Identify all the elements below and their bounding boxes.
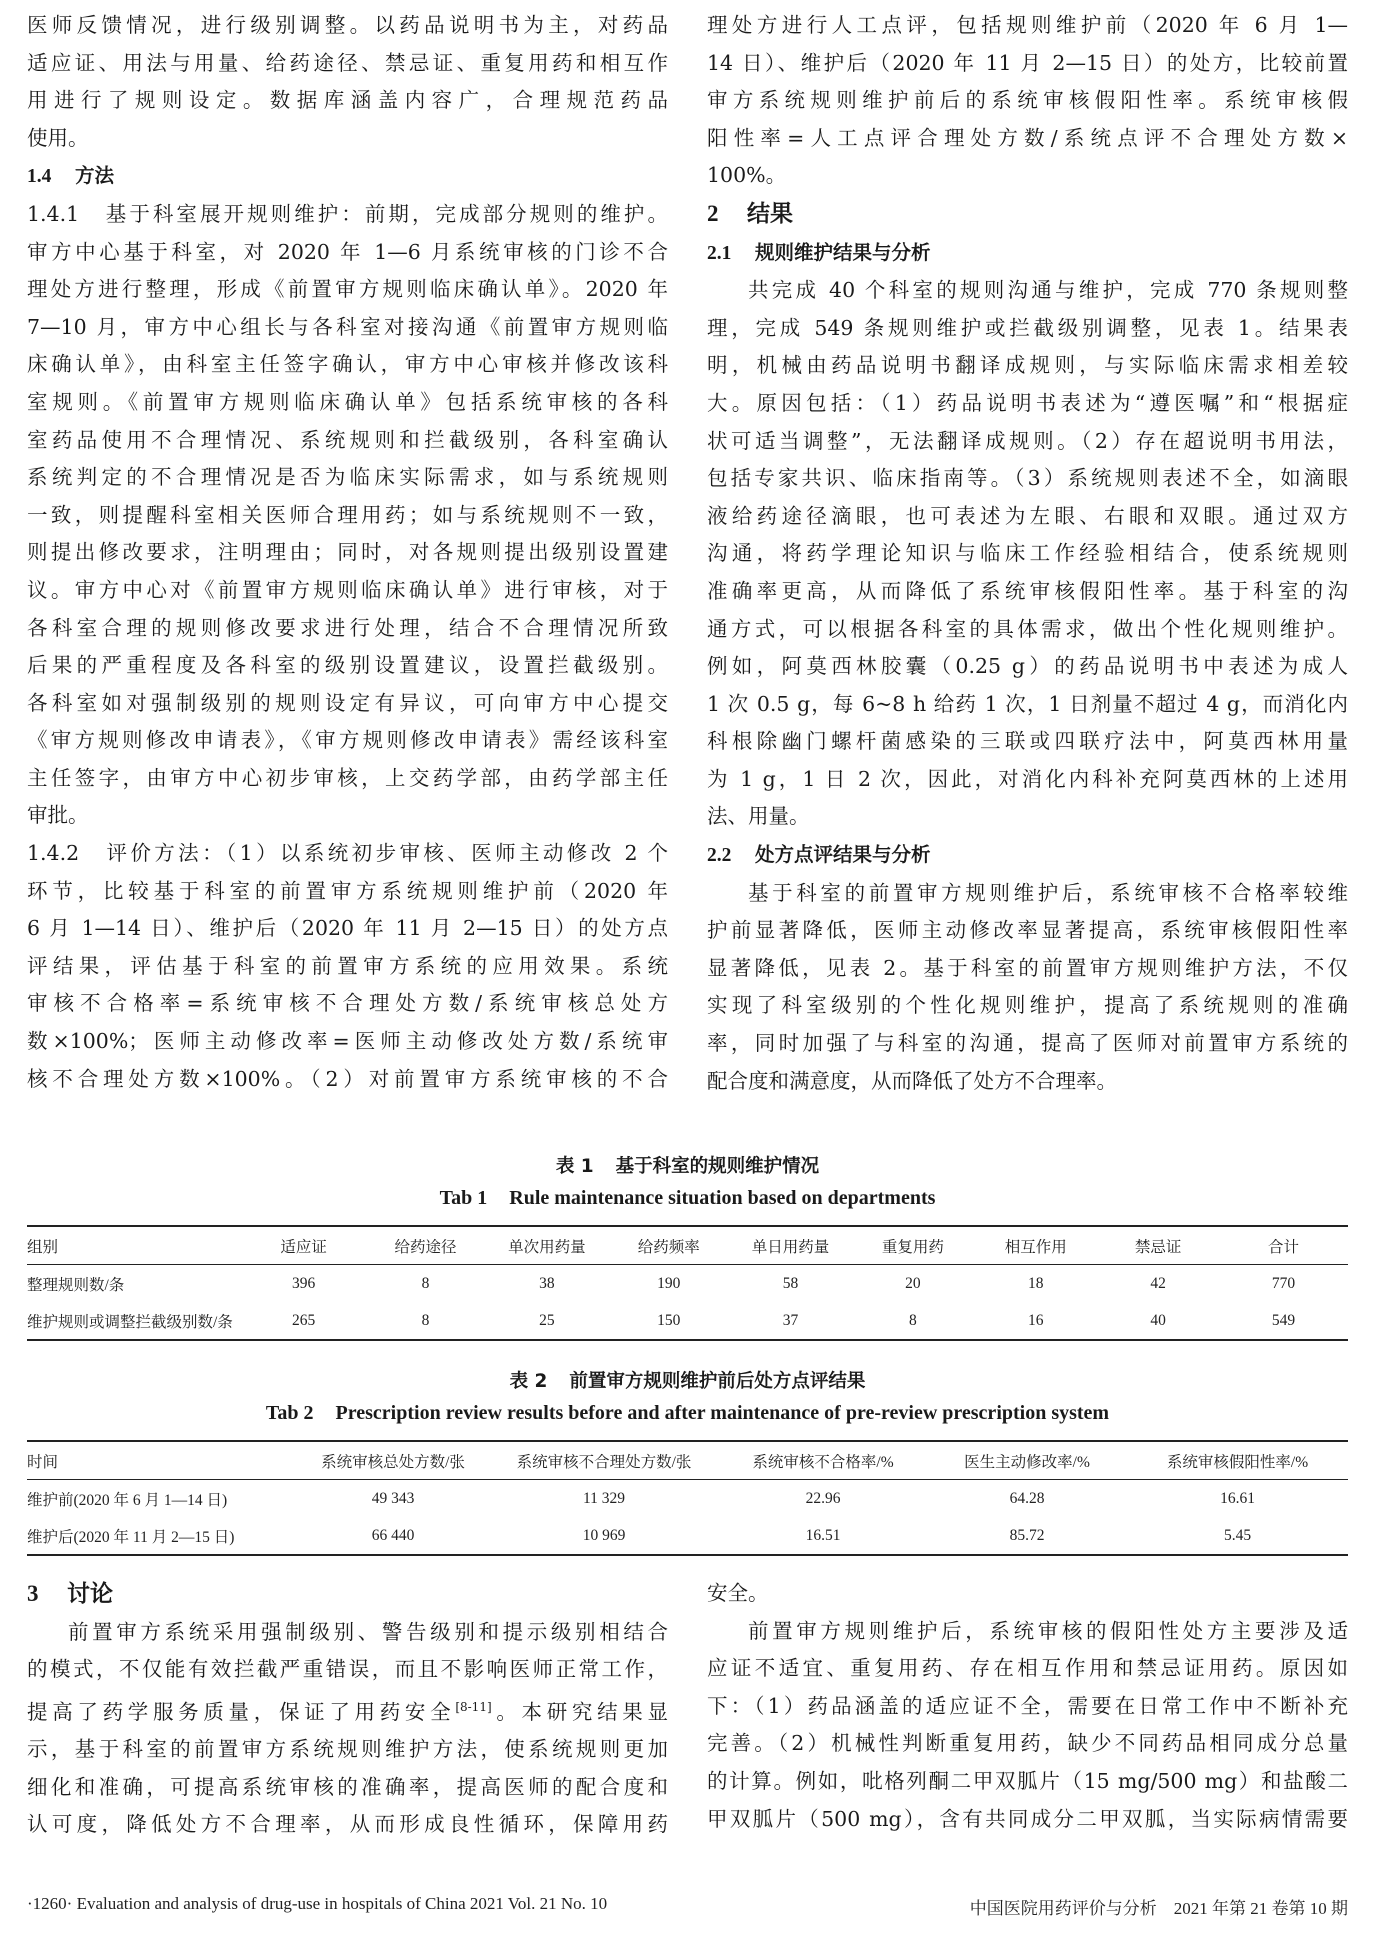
table2-header: 系统审核不合格率/%: [752, 1453, 894, 1471]
table2: [27, 1440, 1348, 1556]
table2-caption-cn: [0, 1367, 1375, 1393]
text-line: 则提出修改要求，注明理由；同时，对各规则提出级别设置建: [27, 540, 668, 565]
text-line: 1 次 0.5 g，每 6~8 h 给药 1 次，1 日剂量不超过 4 g，而消化内: [707, 691, 1348, 716]
text-line: 数×100%；医师主动修改率=医师主动修改处方数/系统审: [27, 1029, 668, 1054]
table2-header: 系统审核总处方数/张: [321, 1453, 465, 1471]
table-cell: 38: [539, 1274, 555, 1292]
text-fragment: 提高了药学服务质量，保证了用药安全: [27, 1699, 456, 1724]
table1-header: 单次用药量: [508, 1238, 586, 1256]
table-cell: 40: [1150, 1311, 1166, 1329]
text-line: 大。原因包括：（1）药品说明书表述为“遵医嘱”和“根据症: [707, 390, 1348, 415]
table-cell: 16.51: [805, 1526, 841, 1544]
text-line: 沟通，将药学理论知识与临床工作经验相结合，使系统规则: [707, 541, 1348, 566]
table-cell: 维护前(2020 年 6 月 1—14 日): [27, 1491, 228, 1509]
text-line: 主任签字，由审方中心初步审核，上交药学部，由药学部主任: [27, 765, 668, 790]
text-line: 室规则。《前置审方规则临床确认单》包括系统审核的各科: [27, 389, 668, 414]
paragraph-3a: [27, 1614, 668, 1844]
section-heading-2-1: [707, 234, 1348, 273]
citation: [8-11]: [455, 1699, 492, 1714]
table1-label-en: Tab 1: [439, 1187, 488, 1209]
text-line: 明，机械由药品说明书翻译成规则，与实际临床需求相差较: [707, 353, 1348, 378]
paragraph-2-1: [707, 272, 1348, 836]
paragraph-1-4-2: [27, 835, 668, 1098]
text-line: 率，同时加强了与科室的沟通，提高了医师对前置审方系统的: [707, 1031, 1348, 1056]
table1-caption-cn: [0, 1152, 1375, 1178]
table1-header-row: [27, 1226, 1348, 1265]
text-line: 液给药途径滴眼，也可表述为左眼、右眼和双眼。通过双方: [707, 503, 1348, 528]
text-line: 理处方进行人工点评，包括规则维护前（2020 年 6 月 1—: [707, 13, 1348, 37]
text-line: 床确认单》，由科室主任签字确认，审方中心审核并修改该科: [27, 352, 668, 377]
table-cell: 22.96: [805, 1489, 841, 1507]
text-line: 核不合理处方数×100%。（2）对前置审方系统审核的不合: [27, 1066, 668, 1091]
table1-header: 给药途径: [394, 1238, 457, 1256]
section-title: 规则维护结果与分析: [755, 240, 931, 264]
table1-header: 给药频率: [637, 1238, 700, 1256]
table2-header: 时间: [27, 1453, 59, 1471]
section-title: 处方点评结果与分析: [755, 843, 931, 867]
table-cell: 8: [909, 1311, 917, 1329]
text-line: 甲双胍片（500 mg），含有共同成分二甲双胍，当实际病情需要: [707, 1806, 1348, 1831]
table-cell: 整理规则数/条: [27, 1276, 125, 1294]
text-line: 下：（1）药品涵盖的适应证不全，需要在日常工作中不断补充: [707, 1693, 1348, 1718]
table2-header-row: [27, 1441, 1348, 1480]
text-line: 认可度，降低处方不合理率，从而形成良性循环，保障用药: [27, 1812, 668, 1837]
text-line: 医师反馈情况，进行级别调整。以药品说明书为主，对药品: [27, 13, 668, 37]
text-line: 的模式，不仅能有效拦截严重错误，而且不影响医师正常工作，: [27, 1657, 668, 1682]
table-cell: 58: [782, 1274, 799, 1292]
table1-header: 适应证: [280, 1238, 327, 1256]
footer-journal-cn: 中国医院用药评价与分析 2021 年第 21 卷第 10 期: [969, 1899, 1348, 1918]
text-line: 安全。: [707, 1581, 769, 1605]
text-line: 室药品使用不合理情况、系统规则和拦截级别，各科室确认: [27, 427, 668, 452]
section-title: 方法: [75, 164, 115, 188]
table-cell: 维护后(2020 年 11 月 2—15 日): [27, 1528, 235, 1546]
text-line: 环节，比较基于科室的前置审方系统规则维护前（2020 年: [27, 878, 668, 903]
section-title: 讨论: [67, 1581, 113, 1607]
text-line: 的计算。例如，吡格列酮二甲双胍片（15 mg/500 mg）和盐酸二: [707, 1768, 1348, 1793]
table2-header: 系统审核不合理处方数/张: [516, 1453, 692, 1471]
table-cell: 16.61: [1220, 1489, 1255, 1507]
table-row: [27, 1302, 1348, 1340]
text-line: 配合度和满意度，从而降低了处方不合理率。: [707, 1068, 1117, 1093]
table-cell: 5.45: [1223, 1526, 1252, 1544]
table-cell: 维护规则或调整拦截级别数/条: [27, 1313, 233, 1331]
paragraph-3b: [707, 1613, 1348, 1839]
text-line: 基于科室的前置审方规则维护后，系统审核不合格率较维: [748, 880, 1348, 905]
text-line: 评结果，评估基于科室的前置审方系统的应用效果。系统: [27, 953, 668, 978]
table-cell: 190: [657, 1274, 681, 1292]
text-line: 《审方规则修改申请表》，《审方规则修改申请表》需经该科室: [27, 728, 668, 753]
text-line: 共完成 40 个科室的规则沟通与维护，完成 770 条规则整: [748, 278, 1348, 303]
table2-label-cn: 表 2: [509, 1371, 548, 1392]
text-line: 系统判定的不合理情况是否为临床实际需求，如与系统规则: [27, 465, 668, 490]
text-line: 理，完成 549 条规则维护或拦截级别调整，见表 1。结果表: [707, 315, 1348, 340]
table1-header: 组别: [27, 1238, 59, 1256]
right-column-top: [707, 7, 1348, 1100]
table2-title-cn: 前置审方规则维护前后处方点评结果: [569, 1371, 866, 1392]
paragraph-intro: [27, 7, 668, 157]
right-column-bottom: [707, 1575, 1348, 1838]
text-line: 1.4.1 基于科室展开规则维护：前期，完成部分规则的维护。: [27, 201, 668, 226]
footer-journal-en: ·1260· Evaluation and analysis of drug-use in hospitals of China 2021 Vol. 21 No. 10: [27, 1894, 608, 1913]
table-cell: 396: [292, 1274, 316, 1292]
section-heading-1-4: [27, 157, 668, 196]
section-number: 3: [27, 1581, 39, 1606]
text-line: 阳性率=人工点评合理处方数/系统点评不合理处方数×: [707, 125, 1348, 150]
text-line: 护前显著降低，医师主动修改率显著提高，系统审核假阳性率: [707, 918, 1348, 943]
text-line: 审方系统规则维护前后的系统审核假阳性率。系统审核假: [707, 88, 1348, 113]
table-cell: 10 969: [582, 1526, 626, 1544]
text-line: 使用。: [27, 125, 89, 150]
section-heading-2-2: [707, 836, 1348, 875]
table-cell: 20: [905, 1274, 921, 1292]
text-line-with-citation: [27, 1689, 668, 1731]
text-line: 细化和准确，可提高系统审核的准确率，提高医师的配合度和: [27, 1774, 668, 1799]
text-line: 7—10 月，审方中心组长与各科室对接沟通《前置审方规则临: [27, 314, 668, 339]
text-line: 通方式，可以根据各科室的具体需求，做出个性化规则维护。: [707, 616, 1348, 641]
text-line: 100%。: [707, 163, 787, 188]
text-line: 1.4.2 评价方法：（1）以系统初步审核、医师主动修改 2 个: [27, 841, 668, 866]
text-line: 前置审方规则维护后，系统审核的假阳性处方主要涉及适: [748, 1618, 1348, 1643]
table-cell: 37: [782, 1311, 799, 1329]
table-cell: 16: [1028, 1311, 1044, 1329]
text-fragment: 。本研究结果显: [491, 1699, 669, 1724]
text-line: 后果的严重程度及各科室的级别设置建议，设置拦截级别。: [27, 653, 668, 678]
section-heading-3: [27, 1575, 668, 1614]
table1: [27, 1225, 1348, 1341]
text-line: 实现了科室级别的个性化规则维护，提高了系统规则的准确: [707, 993, 1348, 1018]
left-column-top: [27, 7, 668, 1098]
text-line: 一致，则提醒科室相关医师合理用药；如与系统规则不一致，: [27, 502, 668, 527]
table2-header: 系统审核假阳性率/%: [1166, 1453, 1309, 1471]
text-line: 理处方进行整理，形成《前置审方规则临床确认单》。2020 年: [27, 277, 668, 302]
text-line: 应证不适宜、重复用药、存在相互作用和禁忌证用药。原因如: [707, 1656, 1348, 1681]
table1-header: 相互作用: [1004, 1238, 1067, 1256]
text-line: 适应证、用法与用量、给药途径、禁忌证、重复用药和相互作: [27, 50, 668, 75]
table-cell: 150: [657, 1311, 681, 1329]
table2-header: 医生主动修改率/%: [964, 1453, 1090, 1471]
text-line: 完善。（2）机械性判断重复用药，缺少不同药品相同成分总量: [707, 1731, 1348, 1756]
text-line: 审方中心基于科室，对 2020 年 1—6 月系统审核的门诊不合: [27, 239, 668, 264]
text-line: 14 日）、维护后（2020 年 11 月 2—15 日）的处方，比较前置: [707, 50, 1348, 75]
table-row: [27, 1517, 1348, 1555]
text-line: 状可适当调整”，无法翻译成规则。（2）存在超说明书用法，: [707, 428, 1348, 453]
text-line: 示，基于科室的前置审方系统规则维护方法，使系统规则更加: [27, 1737, 668, 1762]
text-line: 审核不合格率=系统审核不合理处方数/系统审核总处方: [27, 991, 668, 1016]
table-cell: 549: [1271, 1311, 1296, 1329]
text-line: 为 1 g，1 日 2 次，因此，对消化内科补充阿莫西林的上述用: [707, 766, 1348, 791]
text-line: 各科室合理的规则修改要求进行处理，结合不合理情况所致: [27, 615, 668, 640]
table1-title-cn: 基于科室的规则维护情况: [615, 1156, 820, 1177]
text-line: 显著降低，见表 2。基于科室的前置审方规则维护方法，不仅: [707, 955, 1348, 980]
table-cell: 8: [421, 1311, 430, 1329]
table-row: [27, 1480, 1348, 1518]
text-line: 例如，阿莫西林胶囊（0.25 g）的药品说明书中表述为成人: [707, 654, 1348, 679]
table-cell: 18: [1028, 1274, 1044, 1292]
paragraph-1-4-1: [27, 196, 668, 835]
section-number: 2: [707, 200, 719, 226]
text-line: 准确率更高，从而降低了系统审核假阳性率。基于科室的沟: [707, 578, 1348, 603]
section-number: 2.1: [707, 242, 732, 264]
table-cell: 11 329: [582, 1489, 626, 1507]
table-cell: 265: [292, 1311, 316, 1329]
left-column-bottom: [27, 1575, 668, 1844]
text-line: 法、用量。: [707, 804, 810, 829]
table1-header: 重复用药: [881, 1238, 944, 1256]
text-line: 前置审方系统采用强制级别、警告级别和提示级别相结合: [68, 1619, 668, 1644]
table1-header: 禁忌证: [1134, 1238, 1182, 1256]
table1-header: 单日用药量: [751, 1238, 830, 1256]
section-heading-2: [707, 195, 1348, 234]
table1-title-en: Rule maintenance situation based on departments: [509, 1187, 936, 1209]
table-cell: 8: [421, 1274, 430, 1292]
paragraph-1-4-2-continued: [707, 7, 1348, 195]
paragraph-2-2: [707, 875, 1348, 1101]
section-title: 结果: [747, 200, 793, 227]
table-cell: 25: [539, 1311, 555, 1329]
text-line: 6 月 1—14 日）、维护后（2020 年 11 月 2—15 日）的处方点: [27, 916, 668, 941]
section-number: 2.2: [707, 845, 732, 867]
text-line: 审批。: [27, 803, 89, 828]
table-cell: 770: [1271, 1274, 1296, 1292]
table1-header: 合计: [1268, 1238, 1300, 1256]
table1-caption-en: [0, 1187, 1375, 1210]
text-line: 包括专家共识、临床指南等。（3）系统规则表述不全，如滴眼: [707, 466, 1348, 491]
table-row: [27, 1265, 1348, 1303]
table2-label-en: Tab 2: [265, 1402, 314, 1424]
section-number: 1.4: [27, 166, 52, 188]
table-cell: 66 440: [371, 1526, 415, 1544]
text-line: 科根除幽门螺杆菌感染的三联或四联疗法中，阿莫西林用量: [707, 729, 1348, 754]
text-line: 用进行了规则设定。数据库涵盖内容广，合理规范药品: [27, 88, 668, 113]
table-cell: 49 343: [371, 1489, 415, 1507]
text-line: 议。审方中心对《前置审方规则临床确认单》进行审核，对于: [27, 577, 668, 602]
table-cell: 85.72: [1009, 1526, 1045, 1544]
table-cell: 42: [1150, 1274, 1166, 1292]
table2-caption-en: [0, 1402, 1375, 1425]
table2-title-en: Prescription review results before and after maintenance of pre-review prescription system: [335, 1402, 1110, 1424]
text-line: 各科室如对强制级别的规则设定有异议，可向审方中心提交: [27, 690, 668, 715]
table-cell: 64.28: [1009, 1489, 1045, 1507]
table1-label-cn: 表 1: [555, 1156, 594, 1177]
